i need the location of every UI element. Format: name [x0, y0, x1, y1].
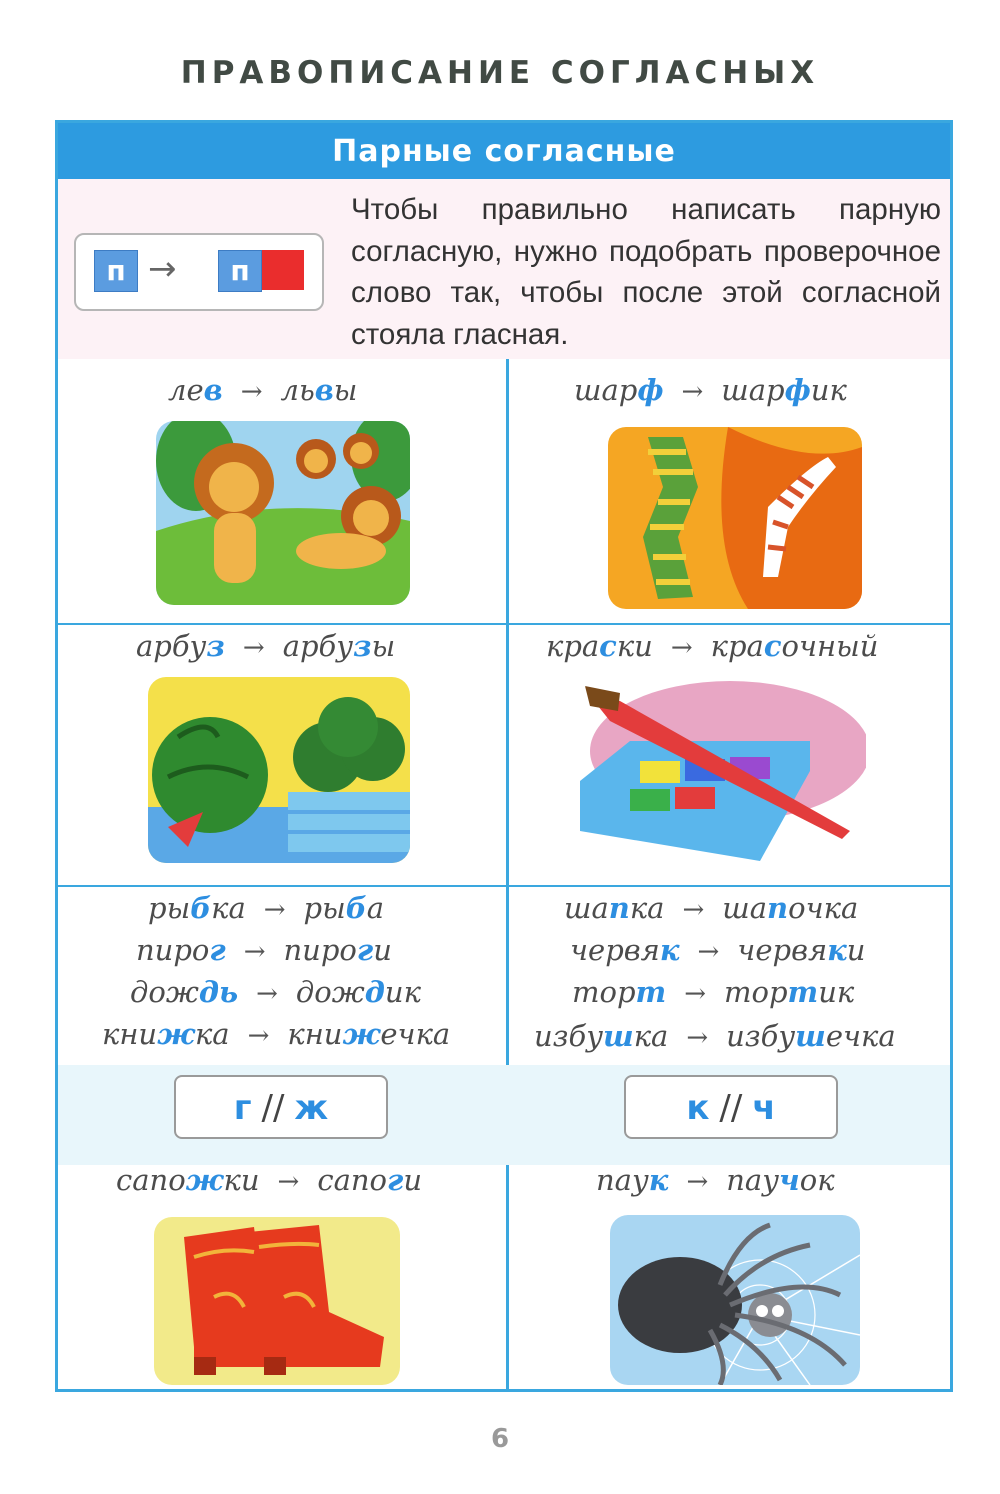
scarves-image — [608, 427, 862, 609]
word-pair-sapozhki: сапожки → сапоги — [116, 1163, 423, 1197]
column-divider — [506, 359, 509, 1392]
rule-diagram — [74, 233, 324, 311]
page-title: ПРАВОПИСАНИЕ СОГЛАСНЫХ — [180, 55, 820, 91]
word-pair-izbushka: избушка → избушечка — [534, 1019, 896, 1053]
letter-tile-left: п — [94, 250, 138, 292]
arrow-icon: → — [148, 249, 177, 289]
alternation-k-ch: к // ч — [624, 1075, 838, 1139]
vowel-tile — [262, 250, 304, 290]
word-pair-sharf: шарф → шарфик — [574, 373, 847, 407]
word-pair-chervyak: червяк → червяки — [570, 933, 866, 967]
page-number: 6 — [490, 1424, 510, 1454]
word-pair-arbuz: арбуз → арбузы — [136, 629, 396, 663]
word-pair-pirog: пирог → пироги — [136, 933, 392, 967]
word-pair-tort: торт → тортик — [572, 975, 855, 1009]
rule-intro — [58, 179, 950, 359]
watermelons-image — [148, 677, 410, 863]
word-pair-lev: лев → львы — [168, 373, 358, 407]
alternation-g-zh: г // ж — [174, 1075, 388, 1139]
letter-tile-right: п — [218, 250, 262, 292]
word-pair-rybka: рыбка → рыба — [148, 891, 384, 925]
section-title: Парные согласные — [58, 123, 950, 179]
word-pair-shapka: шапка → шапочка — [564, 891, 859, 925]
word-pair-knizhka: книжка → книжечка — [102, 1017, 451, 1051]
lions-image — [156, 421, 410, 605]
rules-frame — [55, 120, 953, 1392]
row-divider — [58, 623, 950, 625]
rule-text: Чтобы правильно написать парную согласную, нужно подобрать проверочное слово так, чтобы после этой согласной стояла гласная. — [351, 193, 941, 351]
boots-image — [154, 1217, 400, 1385]
word-pair-pauk: паук → паучок — [596, 1163, 835, 1197]
row-divider — [58, 885, 950, 887]
word-pair-kraski: краски → красочный — [546, 629, 879, 663]
paints-image — [580, 681, 866, 865]
spider-image — [610, 1215, 860, 1385]
word-pair-dozhd: дождь → дождик — [130, 975, 421, 1009]
